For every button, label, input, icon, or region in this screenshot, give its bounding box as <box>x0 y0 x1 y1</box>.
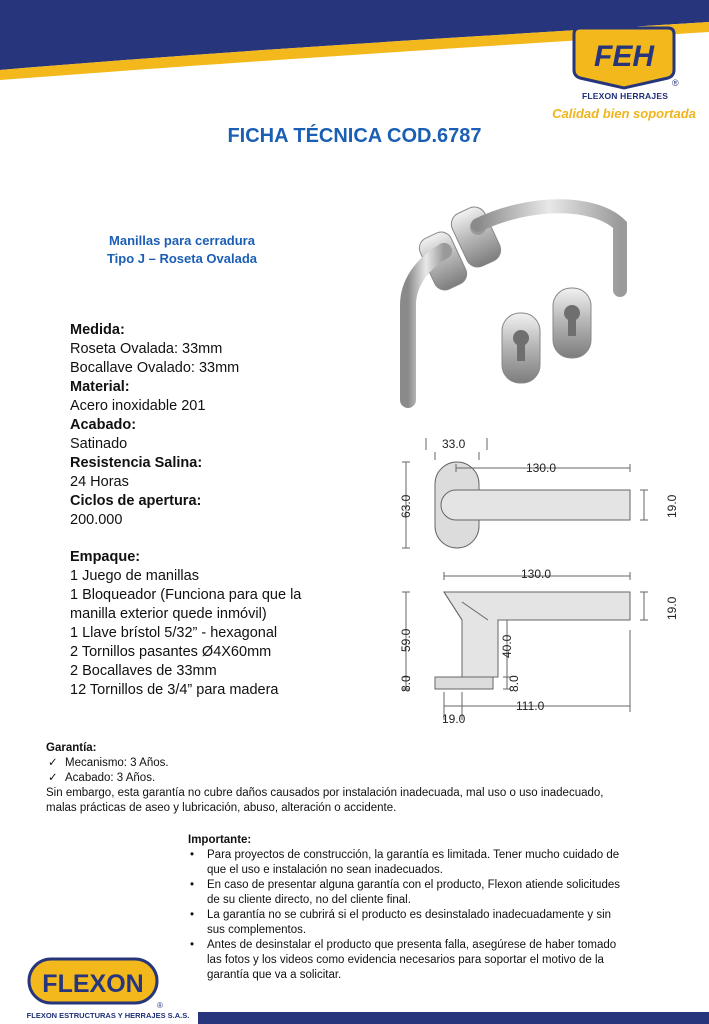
garantia-item: ✓ Mecanismo: 3 Años. <box>48 757 169 769</box>
registered-mark: ® <box>672 78 679 88</box>
product-image <box>380 195 640 415</box>
product-name-line-2: Tipo J – Roseta Ovalada <box>106 251 258 266</box>
check-icon: ✓ <box>48 757 58 769</box>
brand-name: FLEXON HERRAJES <box>581 91 669 101</box>
ciclos-value: 200.000 <box>70 512 123 528</box>
feh-logo <box>568 22 680 102</box>
specs-block <box>70 321 239 530</box>
resistencia-label: Resistencia Salina: <box>70 455 203 471</box>
importante-item: • Antes de desinstalar el producto que presenta falla, asegúrese de haber tomado las fotos y los videos como evidencia necesarios para soportar el motivo de la garantía que va a solicitar. <box>188 938 708 983</box>
technical-drawing <box>380 430 680 730</box>
importante-label: Importante: <box>188 834 252 846</box>
importante-item: • La garantía no se cubrirá si el producto es desinstalado inadecuadamente y sin sus complementos. <box>188 908 708 938</box>
page-title: FICHA TÉCNICA COD.6787 <box>227 125 482 147</box>
slogan: Calidad bien soportada <box>552 106 696 121</box>
garantia-label: Garantía: <box>46 742 97 754</box>
garantia-item: ✓ Acabado: 3 Años. <box>48 772 156 784</box>
material-label: Material: <box>70 379 130 395</box>
acabado-label: Acabado: <box>70 417 137 433</box>
dim-8-right: 8.0 <box>507 675 521 692</box>
importante-item: • Para proyectos de construcción, la garantía es limitada. Tener mucho cuidado de que el uso e instalación no sean inadecuados. <box>188 848 708 878</box>
garantia-block <box>46 741 686 816</box>
dim-19-bottom: 19.0 <box>442 712 466 726</box>
dim-33: 33.0 <box>442 437 466 451</box>
medida-label: Medida: <box>70 322 125 338</box>
importante-block <box>188 833 708 983</box>
empaque-item: 1 Llave brístol 5/32” - hexagonal <box>70 625 278 641</box>
product-name-line-1: Manillas para cerradura <box>109 233 255 248</box>
empaque-item: 1 Bloqueador (Funciona para que la <box>70 587 302 603</box>
dim-111: 111.0 <box>516 699 545 713</box>
flexon-logo-text: FLEXON <box>42 970 144 998</box>
dim-40: 40.0 <box>500 634 514 658</box>
registered-mark: ® <box>157 1001 163 1010</box>
garantia-text: malas prácticas de aseo y lubricación, abuso, alteración o accidente. <box>46 802 397 814</box>
empaque-block <box>70 548 301 700</box>
resistencia-value: 24 Horas <box>70 474 129 490</box>
empaque-item: manilla exterior quede inmóvil) <box>70 606 267 622</box>
dim-130-top: 130.0 <box>526 461 557 475</box>
dim-130-side: 130.0 <box>521 567 552 581</box>
empaque-item: 12 Tornillos de 3/4” para madera <box>70 682 279 698</box>
acabado-value: Satinado <box>70 436 128 452</box>
garantia-text: Sin embargo, esta garantía no cubre daños causados por instalación inadecuada, mal uso o uso inadecuado, <box>46 787 604 799</box>
dim-8-left: 8.0 <box>399 675 413 692</box>
check-icon: ✓ <box>48 772 58 784</box>
material-value: Acero inoxidable 201 <box>70 398 206 414</box>
importante-item: • En caso de presentar alguna garantía con el producto, Flexon atiende solicitudes de su cliente directo, no del cliente final. <box>188 878 708 908</box>
medida-roseta: Roseta Ovalada: 33mm <box>70 341 223 357</box>
flexon-logo <box>27 955 167 1010</box>
empaque-item: 2 Bocallaves de 33mm <box>70 663 217 679</box>
dim-63: 63.0 <box>399 494 413 518</box>
empaque-item: 1 Juego de manillas <box>70 568 199 584</box>
dim-59: 59.0 <box>399 628 413 652</box>
empaque-label: Empaque: <box>70 549 141 565</box>
empaque-item: 2 Tornillos pasantes Ø4X60mm <box>70 644 272 660</box>
ciclos-label: Ciclos de apertura: <box>70 493 202 509</box>
footer-bar <box>198 1012 709 1024</box>
dim-19-top: 19.0 <box>665 494 679 518</box>
medida-bocallave: Bocallave Ovalado: 33mm <box>70 360 240 376</box>
feh-logo-text: FEH <box>594 40 654 73</box>
dim-19-side: 19.0 <box>665 596 679 620</box>
company-name: FLEXON ESTRUCTURAS Y HERRAJES S.A.S. <box>26 1011 190 1020</box>
